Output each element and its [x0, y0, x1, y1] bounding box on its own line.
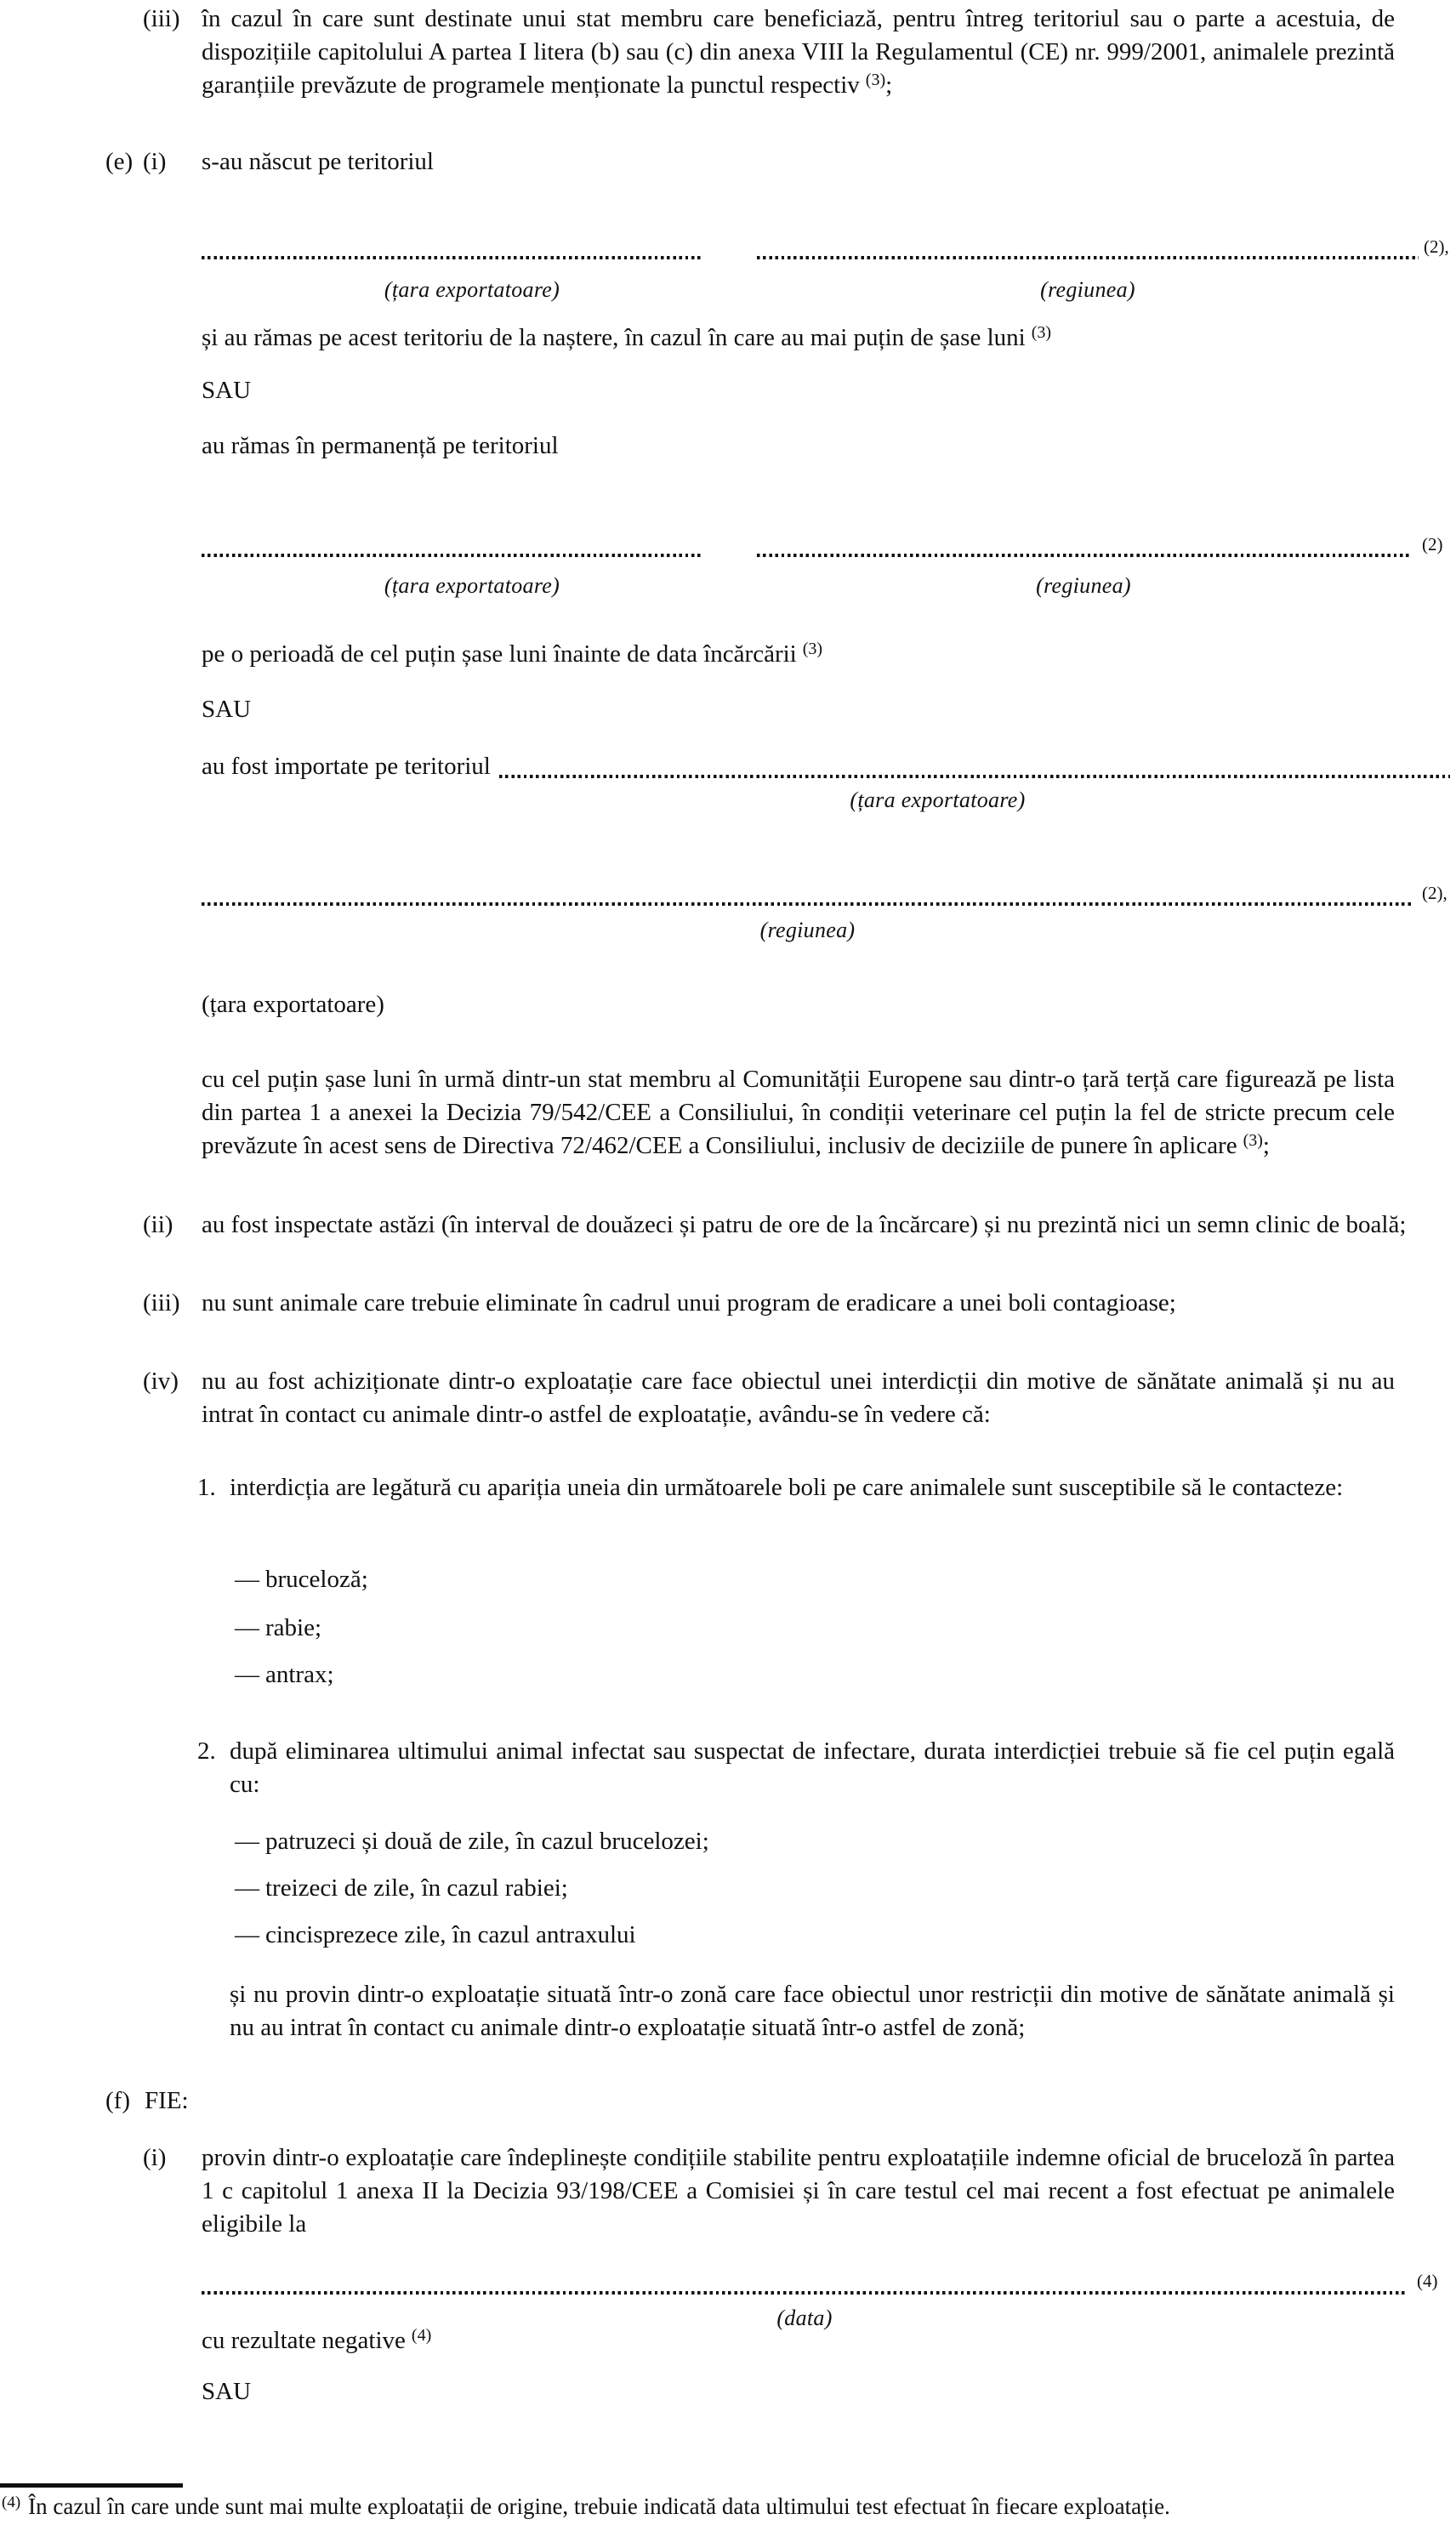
paragraph-iii-top: [202, 3, 1395, 102]
label-exporting-country: (țara exportatoare): [384, 573, 560, 598]
paragraph-interdiction-diseases: interdicția are legătură cu apariția uneia din următoarele boli pe care animalele sunt susceptibile să le contacteze:: [230, 1474, 1344, 1501]
list-marker-iii-top: (iii): [143, 5, 180, 32]
footnote-ref-2: (2),: [1422, 883, 1447, 903]
dash-bullet: —: [235, 1661, 259, 1688]
paragraph-born-on-territory: s-au născut pe teritoriul: [202, 148, 434, 175]
footnote-ref-2: (2): [1422, 534, 1443, 554]
dash-bullet: —: [235, 1874, 259, 1902]
footnote-ref-3: (3): [802, 640, 823, 658]
paragraph-imported-conditions-text: cu cel puțin șase luni în urmă dintr-un stat membru al Comunității Europene sau dintr-o țară terță care figurează pe lista din partea 1 a anexei la Decizia 79/542/CEE a Consiliului, în condiții veterinare cel puțin la fel de stricte precum cele prevăzute în acest sens de Directiva 72/462/CEE a Consiliului, inclusiv de deciziile de punere în aplicare: [202, 1066, 1395, 1159]
list-marker-f: (f): [105, 2087, 130, 2114]
paragraph-imported-text: au fost importate pe teritoriul: [202, 753, 491, 780]
paragraph-not-from-restricted-zone: și nu provin dintr-o exploatație situată într-o zonă care face obiectul unor restricții din motive de sănătate animală și nu au intrat în contact cu animale dintr-o exploatație situată într-o astfel de zonă;: [230, 1981, 1395, 2041]
dotted-field-region: [757, 554, 1410, 557]
dotted-field-exporting-country: [202, 554, 703, 557]
label-date: (data): [776, 2306, 833, 2330]
paragraph-six-months-before-loading: [202, 638, 822, 671]
or-keyword-3: SAU: [202, 2378, 252, 2405]
label-exporting-country: (țara exportatoare): [850, 788, 1026, 812]
dotted-field-region: [757, 256, 1419, 259]
dash-bullet: —: [235, 1614, 259, 1641]
paragraph-six-months-text: pe o perioadă de cel puțin șase luni înainte de data încărcării: [202, 640, 797, 668]
list-marker-iii: (iii): [143, 1289, 180, 1317]
footnote-ref-4: (4): [411, 2326, 432, 2345]
list-marker-e: (e): [105, 148, 134, 175]
paragraph-stayed-permanently: au rămas în permanență pe teritoriul: [202, 432, 559, 459]
label-region: (regiunea): [1040, 277, 1135, 302]
paragraph-brucellosis-free-holding: provin dintr-o exploatație care îndeplinește condițiile stabilite pentru exploatațiile indemne oficial de bruceloză în partea 1 c capitolul 1 anexa II la Decizia 93/198/CEE a Comisiei și în care testul cel mai recent a fost efectuat pe animalele eligibile la: [202, 2144, 1395, 2238]
footnote-separator: [0, 2483, 183, 2488]
paragraph-negative-results: [202, 2324, 431, 2357]
list-item-rabies: rabie;: [265, 1614, 322, 1641]
paragraph-interdiction-duration: după eliminarea ultimului animal infectat sau suspectat de infectare, durata interdicției trebuie să fie cel puțin egală cu:: [230, 1737, 1395, 1798]
label-region: (regiunea): [1036, 573, 1131, 598]
paragraph-not-eradication-program: nu sunt animale care trebuie eliminate în cadrul unui program de eradicare a unei boli contagioase;: [202, 1289, 1176, 1317]
paragraph-imported-conditions-tail: ;: [1262, 1132, 1270, 1159]
list-marker-e-i: (i): [143, 148, 167, 175]
list-marker-1: 1.: [197, 1474, 216, 1501]
footnote-ref-4: (4): [1417, 2271, 1438, 2291]
footnote-4-text: În cazul în care unde sunt mai multe exploatații de origine, trebuie indicată data ultimului test efectuat în fiecare exploatație.: [28, 2494, 1170, 2519]
list-marker-ii: (ii): [143, 1211, 173, 1238]
footnote-ref-2: (2),: [1424, 236, 1449, 257]
paragraph-stayed-since-birth: [202, 321, 1051, 355]
footnote-ref-3: (3): [865, 71, 886, 89]
label-exporting-country-inline: (țara exportatoare): [202, 991, 384, 1018]
paragraph-iii-top-tail: ;: [885, 71, 893, 99]
paragraph-not-acquired-restricted-holding: nu au fost achiziționate dintr-o exploatație care face obiectul unei interdicții din motive de sănătate animală și nu au intrat în contact cu animale dintr-o astfel de exploatație, avându-se în vedere că:: [202, 1368, 1395, 1428]
dotted-field-date: [202, 2291, 1408, 2295]
paragraph-iii-top-text: în cazul în care sunt destinate unui stat membru care beneficiază, pentru întreg teritoriul sau o parte a acestuia, de dispozițiile capitolului A partea I litera (b) sau (c) din anexa VIII la Regulamentul (CE) nr. 999/2001, animalele prezintă garanțiile prevăzute de programele menționate la punctul respectiv: [202, 5, 1395, 99]
or-keyword-1: SAU: [202, 377, 252, 404]
label-exporting-country: (țara exportatoare): [384, 277, 560, 302]
list-item-fortytwo-days: patruzeci și două de zile, în cazul brucelozei;: [265, 1828, 709, 1855]
either-keyword: FIE:: [145, 2087, 189, 2114]
footnote-4: [2, 2488, 1328, 2521]
paragraph-imported-conditions: [202, 1063, 1395, 1163]
list-item-anthrax: antrax;: [265, 1661, 334, 1688]
paragraph-imported-territory: [202, 750, 1450, 783]
dotted-field-exporting-country: [202, 256, 703, 259]
or-keyword-2: SAU: [202, 696, 252, 723]
label-region: (regiunea): [759, 918, 856, 942]
paragraph-stayed-since-birth-text: și au rămas pe acest teritoriu de la naștere, în cazul în care au mai puțin de șase luni: [202, 324, 1026, 351]
list-item-thirty-days: treizeci de zile, în cazul rabiei;: [265, 1874, 568, 1902]
dotted-field-exporting-country: [499, 775, 1450, 778]
list-marker-iv: (iv): [143, 1368, 179, 1395]
paragraph-inspected-today: au fost inspectate astăzi (în interval de douăzeci și patru de ore de la încărcare) și nu prezintă nici un semn clinic de boală;: [202, 1211, 1407, 1238]
dash-bullet: —: [235, 1921, 259, 1948]
dash-bullet: —: [235, 1828, 259, 1855]
list-item-brucellosis: bruceloză;: [265, 1566, 368, 1593]
dash-bullet: —: [235, 1566, 259, 1593]
list-item-fifteen-days: cincisprezece zile, în cazul antraxului: [265, 1921, 636, 1948]
list-marker-2: 2.: [197, 1737, 216, 1765]
footnote-ref-3: (3): [1031, 323, 1052, 342]
dotted-field-region: [202, 902, 1413, 906]
footnote-ref-3: (3): [1243, 1131, 1263, 1150]
list-marker-f-i: (i): [143, 2144, 167, 2171]
footnote-4-marker: (4): [2, 2494, 21, 2511]
paragraph-negative-results-text: cu rezultate negative: [202, 2327, 406, 2354]
